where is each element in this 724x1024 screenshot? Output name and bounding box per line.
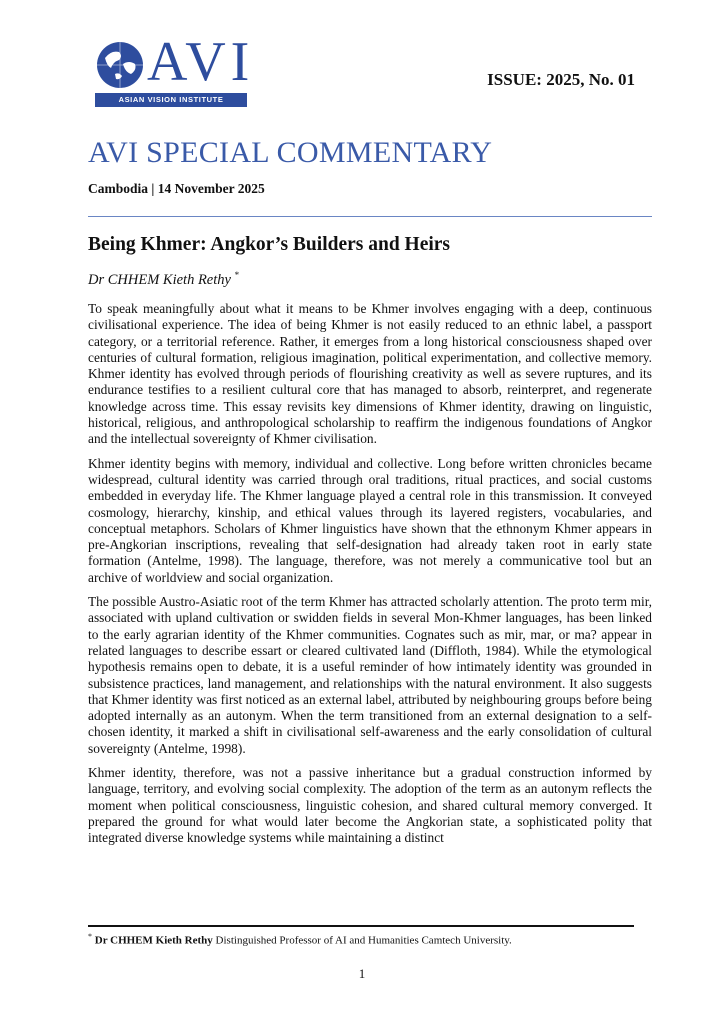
- logo-wordmark: AVI: [147, 31, 255, 93]
- paragraph: To speak meaningfully about what it means to be Khmer involves engaging with a deep, continuous civilisational experience. The idea of being Khmer is not easily reduced to an ethnic label, a passport category, or a territorial reference. Rather, it emerges from a long historical consciousness shaped over centuries of cultural formation, religious imagination, political experimentation, and collective memory. Khmer identity has evolved through periods of flourishing creativity as well as severe ruptures, and its endurance testifies to a resilient cultural core that has managed to absorb, reinterpret, and regenerate knowledge across time. This essay revisits key dimensions of Khmer identity, drawing on linguistic, historical, religious, and anthropological scholarship to reaffirm the indigenous foundations of Angkor and the intellectual sovereignty of Khmer civilisation.: [88, 301, 652, 447]
- avi-logo: [95, 31, 255, 110]
- header-divider: [88, 216, 652, 217]
- author-name: Dr CHHEM Kieth Rethy: [88, 271, 231, 288]
- footnote-divider: [88, 925, 634, 927]
- paragraph: The possible Austro-Asiatic root of the term Khmer has attracted scholarly attention. The proto term mir, associated with upland cultivation or swidden fields in several Mon-Khmer languages, has been linked to the early agrarian identity of the Khmer communities. Cognates such as mir, mar, or ma? appear in related languages to describe essart or cleared cultivated land (Diffloth, 1984). While the etymological hypothesis remains open to debate, it is a useful reminder of how intimately identity was grounded in subsistence practices, land management, and relationships with the natural environment. It also suggests that Khmer identity was first noticed as an external label, attributed by neighbouring groups before being adopted internally as an autonym. When the term transitioned from an external designation to a self-chosen identity, it marked a shift in civilisational self-awareness and the early consolidation of cultural sovereignty (Antelme, 1998).: [88, 594, 652, 756]
- footnote-text: Distinguished Professor of AI and Humanities Camtech University.: [212, 934, 512, 947]
- dateline: Cambodia | 14 November 2025: [88, 181, 265, 196]
- article-body: [88, 301, 652, 855]
- paragraph: Khmer identity begins with memory, individual and collective. Long before written chronicles became widespread, cultural identity was carried through oral traditions, ritual practices, and social customs embedded in everyday life. The Khmer language played a central role in this transmission. It conveyed cosmology, hierarchy, kinship, and ethical values through its layered registers, vocabularies, and conceptual metaphors. Scholars of Khmer linguistics have shown that the ethnonym Khmer appears in pre-Angkorian inscriptions, revealing that self-designation had already taken root in early state formation (Antelme, 1998). The language, therefore, was not merely a communicative tool but an archive of worldview and social organization.: [88, 455, 652, 585]
- page-number: 1: [358, 966, 366, 981]
- author-line: [88, 270, 239, 289]
- footnote: [88, 932, 512, 947]
- globe-icon: [95, 40, 145, 90]
- author-footnote-marker: *: [234, 270, 240, 280]
- footnote-marker: *: [88, 932, 92, 941]
- footnote-name: Dr CHHEM Kieth Rethy: [94, 934, 213, 947]
- issue-label: ISSUE: 2025, No. 01: [487, 70, 635, 89]
- document-title: AVI SPECIAL COMMENTARY: [88, 136, 493, 169]
- article-headline: Being Khmer: Angkor’s Builders and Heirs: [88, 234, 451, 255]
- paragraph: Khmer identity, therefore, was not a passive inheritance but a gradual construction informed by language, territory, and evolving social complexity. The adoption of the term as an autonym reflects the moment when political consciousness, linguistic cohesion, and shared cultural memory converged. It prepared the ground for what would later become the Angkorian state, a sophisticated polity that integrated diverse knowledge systems while maintaining a distinct: [88, 765, 652, 846]
- logo-subtitle: ASIAN VISION INSTITUTE: [95, 93, 247, 107]
